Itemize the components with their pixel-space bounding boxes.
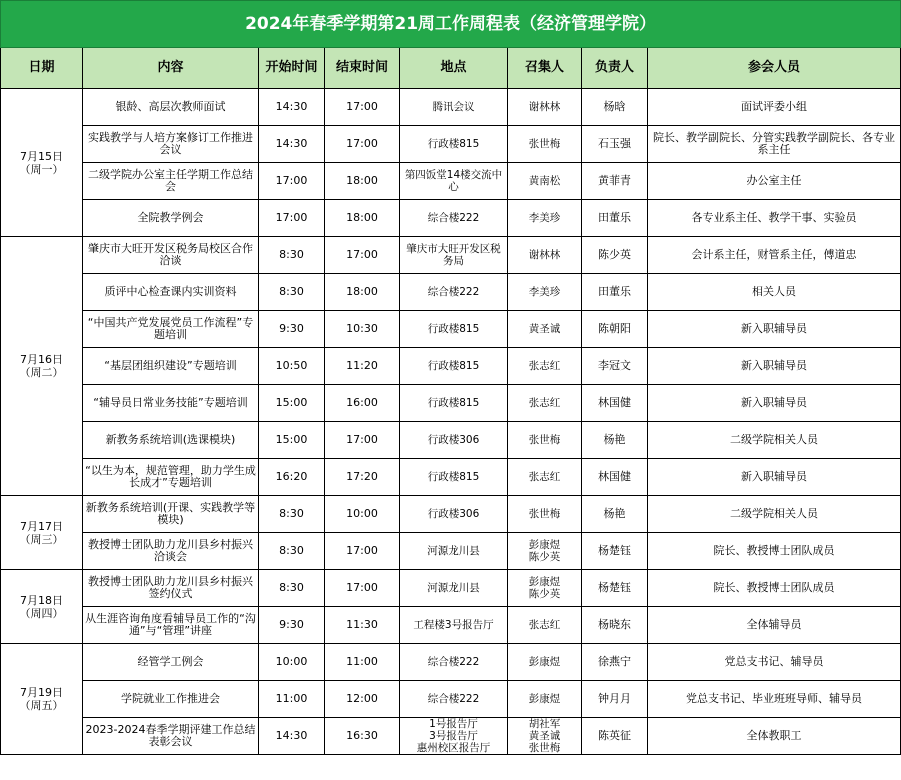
event-attendees: 二级学院相关人员 [648, 496, 901, 533]
event-leader: 钟月月 [582, 681, 648, 718]
event-end-time: 17:00 [325, 533, 400, 570]
table-row [1, 607, 901, 644]
event-start-time: 17:00 [259, 163, 325, 200]
event-end-time: 11:20 [325, 348, 400, 385]
event-convener: 胡社军 黄圣诚 张世梅 [508, 718, 582, 755]
date-cell [1, 496, 83, 570]
event-start-time: 15:00 [259, 422, 325, 459]
event-location: 行政楼815 [400, 311, 508, 348]
page-title: 2024年春季学期第21周工作周程表（经济管理学院） [1, 1, 901, 48]
date-cell [1, 89, 83, 237]
date-label: 7月15日 [20, 149, 63, 163]
table-row [1, 311, 901, 348]
event-leader: 石玉强 [582, 126, 648, 163]
table-row [1, 89, 901, 126]
event-leader: 李冠文 [582, 348, 648, 385]
event-start-time: 9:30 [259, 311, 325, 348]
weekday-label: （周二） [19, 366, 64, 379]
event-content: 经管学工例会 [83, 644, 259, 681]
header-date: 日期 [1, 48, 83, 89]
event-content: 全院教学例会 [83, 200, 259, 237]
event-attendees: 各专业系主任、教学干事、实验员 [648, 200, 901, 237]
event-location: 行政楼815 [400, 385, 508, 422]
event-location: 第四饭堂14楼交流中心 [400, 163, 508, 200]
event-start-time: 8:30 [259, 274, 325, 311]
event-leader: 陈朝阳 [582, 311, 648, 348]
table-row [1, 681, 901, 718]
date-label: 7月19日 [20, 686, 63, 699]
date-cell [1, 570, 83, 644]
event-location: 综合楼222 [400, 644, 508, 681]
event-content: “以生为本，规范管理，助力学生成长成才”专题培训 [83, 459, 259, 496]
event-convener: 张世梅 [508, 496, 582, 533]
event-end-time: 17:00 [325, 422, 400, 459]
event-leader: 杨楚钰 [582, 570, 648, 607]
event-attendees: 新入职辅导员 [648, 459, 901, 496]
event-location: 1号报告厅 3号报告厅 惠州校区报告厅 [400, 718, 508, 755]
event-convener: 黄南松 [508, 163, 582, 200]
date-cell [1, 237, 83, 496]
event-convener: 谢林林 [508, 237, 582, 274]
event-start-time: 15:00 [259, 385, 325, 422]
event-end-time: 17:00 [325, 89, 400, 126]
event-attendees: 新入职辅导员 [648, 311, 901, 348]
event-convener: 彭康煜 陈少英 [508, 570, 582, 607]
table-row [1, 422, 901, 459]
event-attendees: 党总支书记、毕业班班导师、辅导员 [648, 681, 901, 718]
event-attendees: 院长、教授博士团队成员 [648, 570, 901, 607]
header-row [1, 48, 901, 89]
event-end-time: 18:00 [325, 200, 400, 237]
event-convener: 张世梅 [508, 126, 582, 163]
event-convener: 黄圣诚 [508, 311, 582, 348]
event-leader: 杨晓东 [582, 607, 648, 644]
table-row [1, 533, 901, 570]
event-convener: 张志红 [508, 385, 582, 422]
event-start-time: 14:30 [259, 718, 325, 755]
date-cell [1, 644, 83, 755]
header-attendees: 参会人员 [648, 48, 901, 89]
event-start-time: 8:30 [259, 570, 325, 607]
event-attendees: 会计系主任，财管系主任，傅道忠 [648, 237, 901, 274]
event-end-time: 18:00 [325, 274, 400, 311]
event-attendees: 新入职辅导员 [648, 385, 901, 422]
event-location: 综合楼222 [400, 681, 508, 718]
weekday-label: （周三） [19, 532, 64, 546]
event-leader: 杨艳 [582, 422, 648, 459]
event-start-time: 16:20 [259, 459, 325, 496]
event-convener: 彭康煜 陈少英 [508, 533, 582, 570]
event-attendees: 相关人员 [648, 274, 901, 311]
event-leader: 林国健 [582, 459, 648, 496]
event-convener: 张志红 [508, 348, 582, 385]
event-convener: 张志红 [508, 607, 582, 644]
table-row [1, 570, 901, 607]
event-convener: 彭康煜 [508, 644, 582, 681]
event-attendees: 院长、教学副院长、分管实践教学副院长、各专业系主任 [648, 126, 901, 163]
event-location: 工程楼3号报告厅 [400, 607, 508, 644]
event-location: 行政楼306 [400, 496, 508, 533]
table-row [1, 459, 901, 496]
event-location: 行政楼306 [400, 422, 508, 459]
event-end-time: 10:30 [325, 311, 400, 348]
event-attendees: 全体教职工 [648, 718, 901, 755]
table-row [1, 348, 901, 385]
event-end-time: 12:00 [325, 681, 400, 718]
event-leader: 杨楚钰 [582, 533, 648, 570]
date-label: 7月17日 [20, 519, 63, 533]
event-attendees: 二级学院相关人员 [648, 422, 901, 459]
event-start-time: 8:30 [259, 496, 325, 533]
event-attendees: 党总支书记、辅导员 [648, 644, 901, 681]
weekday-label: （周五） [19, 699, 64, 712]
weekday-label: （周一） [19, 162, 64, 176]
table-row [1, 274, 901, 311]
event-end-time: 16:30 [325, 718, 400, 755]
event-attendees: 面试评委小组 [648, 89, 901, 126]
table-row [1, 718, 901, 755]
event-start-time: 17:00 [259, 200, 325, 237]
event-start-time: 9:30 [259, 607, 325, 644]
event-location: 河源龙川县 [400, 533, 508, 570]
event-convener: 李美珍 [508, 200, 582, 237]
event-location: 行政楼815 [400, 348, 508, 385]
event-location: 腾讯会议 [400, 89, 508, 126]
header-start-time: 开始时间 [259, 48, 325, 89]
event-content: 2023-2024春季学期评建工作总结表彰会议 [83, 718, 259, 755]
header-end-time: 结束时间 [325, 48, 400, 89]
event-location: 行政楼815 [400, 459, 508, 496]
table-row [1, 163, 901, 200]
event-end-time: 11:00 [325, 644, 400, 681]
table-row [1, 126, 901, 163]
event-content: “中国共产党发展党员工作流程”专题培训 [83, 311, 259, 348]
event-content: “辅导员日常业务技能”专题培训 [83, 385, 259, 422]
event-convener: 张志红 [508, 459, 582, 496]
table-row [1, 496, 901, 533]
event-end-time: 17:00 [325, 237, 400, 274]
event-start-time: 8:30 [259, 533, 325, 570]
event-start-time: 10:00 [259, 644, 325, 681]
event-content: “基层团组织建设”专题培训 [83, 348, 259, 385]
event-content: 银龄、高层次教师面试 [83, 89, 259, 126]
event-leader: 徐燕宁 [582, 644, 648, 681]
event-convener: 彭康煜 [508, 681, 582, 718]
header-location: 地点 [400, 48, 508, 89]
event-location: 综合楼222 [400, 274, 508, 311]
event-leader: 杨艳 [582, 496, 648, 533]
event-end-time: 16:00 [325, 385, 400, 422]
event-leader: 杨晗 [582, 89, 648, 126]
event-location: 行政楼815 [400, 126, 508, 163]
event-content: 质评中心检查课内实训资料 [83, 274, 259, 311]
table-row [1, 385, 901, 422]
event-location: 河源龙川县 [400, 570, 508, 607]
date-label: 7月18日 [20, 593, 63, 607]
header-convener: 召集人 [508, 48, 582, 89]
event-start-time: 14:30 [259, 89, 325, 126]
event-end-time: 18:00 [325, 163, 400, 200]
event-leader: 林国健 [582, 385, 648, 422]
event-convener: 李美珍 [508, 274, 582, 311]
event-content: 从生涯咨询角度看辅导员工作的“沟通”与“管理”讲座 [83, 607, 259, 644]
event-leader: 田董乐 [582, 200, 648, 237]
event-attendees: 院长、教授博士团队成员 [648, 533, 901, 570]
event-content: 新教务系统培训(开课、实践教学等模块) [83, 496, 259, 533]
event-start-time: 14:30 [259, 126, 325, 163]
event-leader: 田董乐 [582, 274, 648, 311]
event-attendees: 新入职辅导员 [648, 348, 901, 385]
event-content: 新教务系统培训(选课模块) [83, 422, 259, 459]
event-convener: 张世梅 [508, 422, 582, 459]
event-start-time: 8:30 [259, 237, 325, 274]
date-label: 7月16日 [20, 353, 63, 366]
table-row [1, 200, 901, 237]
event-content: 肇庆市大旺开发区税务局校区合作洽谈 [83, 237, 259, 274]
table-row [1, 644, 901, 681]
event-attendees: 全体辅导员 [648, 607, 901, 644]
event-location: 肇庆市大旺开发区税务局 [400, 237, 508, 274]
event-end-time: 11:30 [325, 607, 400, 644]
event-attendees: 办公室主任 [648, 163, 901, 200]
table-row [1, 237, 901, 274]
header-leader: 负责人 [582, 48, 648, 89]
event-start-time: 10:50 [259, 348, 325, 385]
event-leader: 陈少英 [582, 237, 648, 274]
header-content: 内容 [83, 48, 259, 89]
event-content: 教授博士团队助力龙川县乡村振兴洽谈会 [83, 533, 259, 570]
event-content: 实践教学与人培方案修订工作推进会议 [83, 126, 259, 163]
event-content: 二级学院办公室主任学期工作总结会 [83, 163, 259, 200]
event-end-time: 17:20 [325, 459, 400, 496]
event-end-time: 17:00 [325, 570, 400, 607]
event-convener: 谢林林 [508, 89, 582, 126]
event-content: 教授博士团队助力龙川县乡村振兴签约仪式 [83, 570, 259, 607]
event-content: 学院就业工作推进会 [83, 681, 259, 718]
event-end-time: 17:00 [325, 126, 400, 163]
event-start-time: 11:00 [259, 681, 325, 718]
event-end-time: 10:00 [325, 496, 400, 533]
event-location: 综合楼222 [400, 200, 508, 237]
weekday-label: （周四） [19, 606, 64, 620]
event-leader: 黄菲青 [582, 163, 648, 200]
event-leader: 陈英征 [582, 718, 648, 755]
